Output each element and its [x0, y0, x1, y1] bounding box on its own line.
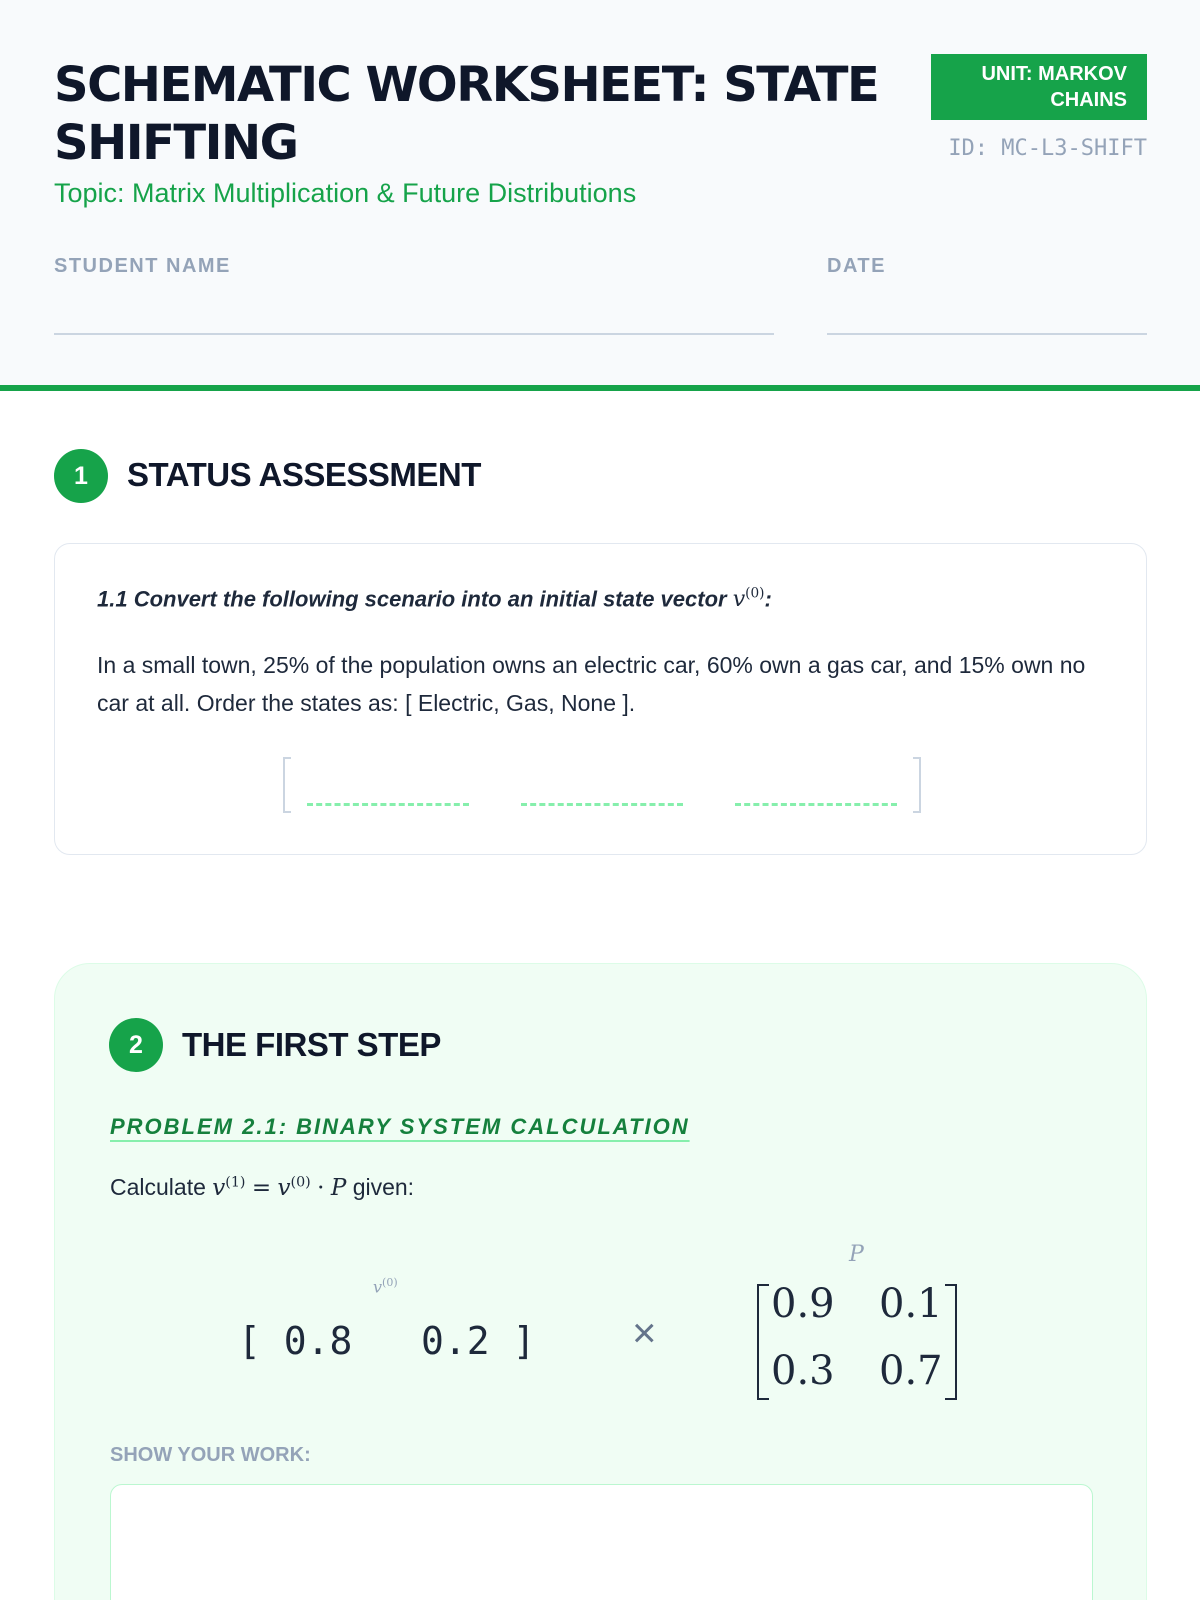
calculation-instruction	[110, 1174, 414, 1201]
row-vector-entry: 0.8	[283, 1319, 353, 1363]
answer-vector-left-bracket	[283, 757, 291, 813]
matrix-cell: 0.3	[771, 1348, 835, 1394]
row-vector: [ 0.8 0.2 ]	[238, 1319, 536, 1363]
matrix-cell: 0.1	[879, 1281, 943, 1327]
student-name-label: STUDENT NAME	[54, 255, 231, 277]
worksheet-header	[0, 0, 1200, 391]
row-vector-entry: 0.2	[421, 1319, 490, 1363]
question-scenario-text: In a small town, 25% of the population owns an electric car, 60% own a gas car, and 15% own no car at all. Order the states as: [ Electric, Gas, None ].	[97, 652, 1086, 716]
date-line[interactable]	[827, 333, 1147, 335]
calc-prefix: Calculate	[110, 1174, 206, 1200]
transition-matrix	[757, 1281, 957, 1400]
question-card	[54, 543, 1147, 855]
matrix-label: P	[849, 1242, 864, 1267]
dot-operator: ·	[317, 1175, 325, 1201]
page-title: SCHEMATIC WORKSHEET: STATE SHIFTING	[54, 57, 879, 171]
answer-blank-none[interactable]	[735, 803, 897, 806]
problem-title: PROBLEM 2.1: BINARY SYSTEM CALCULATION	[110, 1114, 690, 1139]
section-number-badge: 1	[54, 449, 108, 503]
vector-symbol: $v^{(0)}$	[732, 586, 765, 613]
row-vector-label: $v^{(0)}$	[373, 1276, 398, 1297]
equals-symbol: =	[251, 1175, 272, 1201]
v0-symbol: $v^{(0)}$	[277, 1174, 311, 1201]
show-work-label: SHOW YOUR WORK:	[110, 1444, 311, 1466]
answer-blank-gas[interactable]	[521, 803, 683, 806]
document-id: ID: MC-L3-SHIFT	[948, 136, 1147, 161]
section-number-badge: 2	[109, 1018, 163, 1072]
answer-vector-right-bracket	[913, 757, 921, 813]
question-title-text: 1.1 Convert the following scenario into an initial state vector	[97, 586, 727, 612]
calc-suffix: given:	[352, 1174, 415, 1200]
matrix-p-symbol: P	[330, 1175, 347, 1201]
question-title-colon: :	[764, 586, 772, 612]
work-area[interactable]	[110, 1484, 1093, 1600]
section-title: STATUS ASSESSMENT	[127, 456, 481, 493]
multiply-icon: ×	[632, 1309, 657, 1356]
v1-symbol: $v^{(1)}$	[212, 1174, 246, 1201]
student-name-line[interactable]	[54, 333, 774, 335]
matrix-cell: 0.9	[771, 1281, 835, 1327]
question-title	[97, 586, 772, 612]
unit-badge: UNIT: MARKOV CHAINS	[931, 54, 1147, 120]
date-label: DATE	[827, 255, 886, 277]
section-card-first-step	[54, 963, 1147, 1600]
section-title: THE FIRST STEP	[182, 1026, 441, 1063]
page-subtitle: Topic: Matrix Multiplication & Future Distributions	[54, 178, 637, 208]
matrix-cell: 0.7	[879, 1348, 943, 1394]
answer-blank-electric[interactable]	[307, 803, 469, 806]
